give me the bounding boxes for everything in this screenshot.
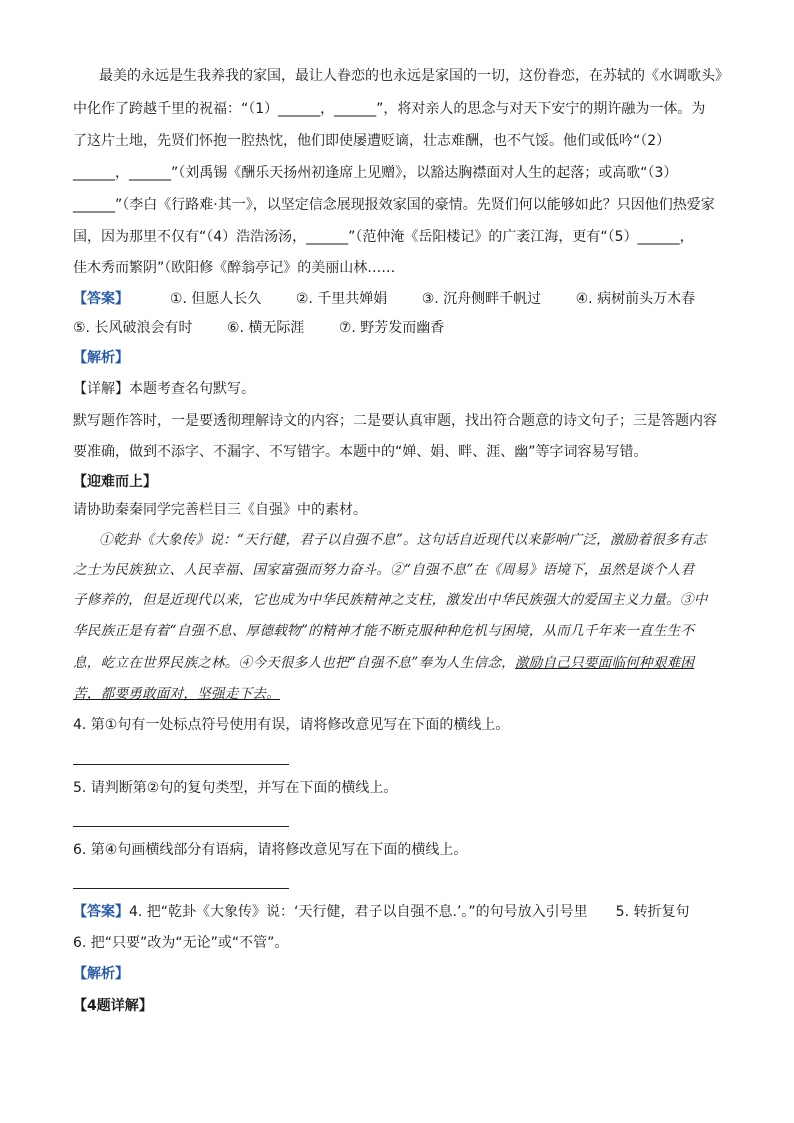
answer-6-text: 6. 把“只要”改为“无论”或“不管”。	[73, 935, 289, 951]
question-6: 6. 第④句画横线部分有语病，请将修改意见写在下面的横线上。	[73, 842, 468, 858]
detail-heading-4: 【4题详解】	[73, 998, 153, 1014]
passage-line-3: 了这片土地，先贤们怀抱一腔热忱，他们即使屡遭贬谪，壮志难酬，也不气馁。他们或低吟“（2）	[73, 133, 671, 149]
answer-item-5: ⑤. 长风破浪会有时	[73, 320, 193, 336]
question-5: 5. 请判断第②句的复句类型，并写在下面的横线上。	[73, 780, 398, 796]
analysis-label: 【解析】	[73, 350, 129, 366]
section-title: 【迎难而上】	[73, 474, 157, 490]
material-line-2: 之士为民族独立、人民幸福、国家富强而努力奋斗。②“自强不息”在《周易》语境下，虽然是谈个人君	[73, 562, 695, 578]
material-line-3: 子修养的，但是近现代以来，它也成为中华民族精神之支柱，激发出中华民族强大的爱国主义力量。③中	[73, 592, 708, 608]
answer2-row-1	[73, 902, 723, 922]
passage-line-5: ______”（李白《行路难·其一》，以坚定信念展现报效家国的豪情。先贤们何以能够如此？只因他们热爱家	[73, 197, 715, 213]
answer-item-6: ⑥. 横无际涯	[226, 320, 305, 336]
underlined-sentence-part-2: 苦，都要勇敢面对，坚强走下去。	[73, 686, 280, 702]
passage-line-2: 中化作了跨越千里的祝福：“（1）______，______”，将对亲人的思念与对天下安宁的期许融为一体。为	[73, 101, 706, 117]
answer-item-4: ④. 病树前头万木春	[575, 291, 696, 307]
answer2-label: 【答案】	[73, 904, 129, 920]
answer-label: 【答案】	[73, 291, 129, 307]
answer-5-text: 5. 转折复句	[615, 904, 690, 920]
passage-line-6: 国，因为那里不仅有“（4）浩浩汤汤，______”（范仲淹《岳阳楼记》的广袤江海，更有“（5）______，	[73, 229, 694, 245]
material-line-1: ①乾卦《大象传》说：“天行健，君子以自强不息”。这句话自近现代以来影响广泛，激励着很多有志	[99, 532, 707, 548]
passage-line-4: ______，______”（刘禹锡《酬乐天扬州初逢席上见赠》，以豁达胸襟面对人生的起落；或高歌“（3）	[73, 165, 678, 181]
material-line-4: 华民族正是有着“自强不息、厚德载物”的精神才能不断克服种种危机与困境，从而几千年来一直生生不	[73, 623, 695, 639]
underlined-sentence-part-1: 激励自己只要面临何种艰难困	[514, 655, 695, 671]
analysis2-label: 【解析】	[73, 966, 129, 982]
analysis-para-1: 默写题作答时，一是要透彻理解诗文的内容；二是要认真审题，找出符合题意的诗文句子；三是答题内容	[73, 413, 717, 429]
answer-blank-4[interactable]	[73, 764, 289, 765]
material-line-5-text: 息，屹立在世界民族之林。④今天很多人也把“自强不息”奉为人生信念，	[73, 655, 515, 671]
answer-row-1	[73, 289, 723, 309]
material-line-5	[73, 653, 723, 673]
answer-item-2: ②. 千里共婵娟	[295, 291, 388, 307]
answer-item-7: ⑦. 野芳发而幽香	[338, 320, 445, 336]
answer-4-text: 4. 把“乾卦《大象传》说：‘天行健，君子以自强不息.’。”的句号放入引号里	[129, 904, 588, 920]
answer-row-2	[73, 318, 723, 338]
answer-item-1: ①. 但愿人长久	[169, 291, 262, 307]
passage-line-7: 佳木秀而繁阴”（欧阳修《醉翁亭记》的美丽山林……	[73, 260, 396, 276]
section-intro: 请协助秦秦同学完善栏目三《自强》中的素材。	[73, 502, 367, 518]
answer-item-3: ③. 沉舟侧畔千帆过	[421, 291, 542, 307]
answer-blank-6[interactable]	[73, 888, 289, 889]
question-4: 4. 第①句有一处标点符号使用有误，请将修改意见写在下面的横线上。	[73, 717, 510, 733]
passage-line-1: 最美的永远是生我养我的家国，最让人眷恋的也永远是家国的一切，这份眷恋，在苏轼的《水调歌头》	[99, 68, 729, 84]
answer-blank-5[interactable]	[73, 826, 289, 827]
analysis-para-2: 要准确，做到不添字、不漏字、不写错字。本题中的“婵、娟、畔、涯、幽”等字词容易写错。	[73, 444, 648, 460]
detail-heading: 【详解】本题考查名句默写。	[73, 381, 255, 397]
